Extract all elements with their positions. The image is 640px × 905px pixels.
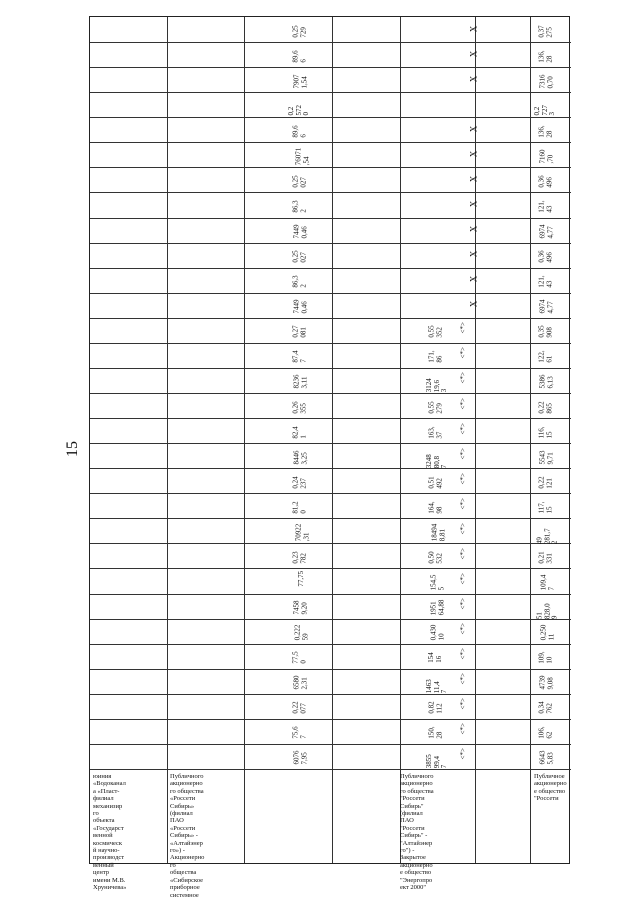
table-cell: 0,25 729 — [291, 24, 308, 38]
table-cell: 0,55 352 — [427, 325, 444, 338]
table-cell: 18494 8,81 — [430, 523, 446, 542]
row-divider — [90, 443, 571, 444]
table-cell: <*> — [458, 422, 467, 435]
row-divider — [90, 644, 571, 645]
table-cell: 89,6 6 — [291, 49, 308, 63]
row-divider — [90, 568, 571, 569]
table-cell: 0,23 782 — [291, 551, 308, 564]
table-cell: <*> — [458, 698, 467, 710]
table-cell: 87,4 7 — [291, 350, 308, 364]
table-cell: <*> — [458, 397, 467, 409]
x-mark: X — [468, 225, 479, 233]
row-divider — [90, 243, 571, 244]
table-cell: 0,55 279 — [427, 400, 444, 414]
table-cell: 163, 37 — [427, 425, 444, 439]
row-divider — [90, 518, 571, 519]
column-divider — [475, 17, 476, 863]
row-divider — [90, 543, 571, 544]
table-cell: 4739 9,08 — [538, 675, 554, 690]
table-cell: 1951 64,88 — [429, 599, 445, 616]
table-cell: 89,6 6 — [291, 125, 308, 138]
table-cell: 1463 11,4 7 — [424, 679, 448, 694]
table-cell: <*> — [458, 472, 467, 485]
table-cell: 5543 9,71 — [538, 450, 554, 465]
table-cell: 77,75 — [297, 570, 306, 587]
column-label: юиния «Водоканал а «Пласт- филиал механизир го объекта «Государст венной космическ й научно- производст венный центр имени М.В. Хруничева» — [93, 773, 127, 892]
table-cell: 171, 86 — [427, 350, 444, 364]
table-cell: <*> — [458, 347, 467, 359]
column-divider — [400, 17, 401, 863]
table-cell: 164, 98 — [427, 501, 444, 514]
table-cell: 0,22 121 — [537, 476, 554, 489]
row-divider — [90, 493, 571, 494]
table-cell: 154 16 — [426, 652, 443, 663]
table-cell: 51 828,0 9 — [535, 603, 559, 620]
table-cell: 6643 5,83 — [538, 750, 554, 765]
row-divider — [90, 268, 571, 269]
table-cell: 0,26 355 — [291, 400, 308, 414]
table-cell: 121, 43 — [537, 200, 554, 213]
table-cell: <*> — [458, 372, 467, 384]
row-divider — [90, 67, 571, 68]
column-divider — [244, 17, 245, 863]
table-cell: <*> — [458, 547, 467, 560]
x-mark: X — [468, 175, 479, 183]
column-label: Публичное акционерно е общество "Россети — [534, 773, 567, 803]
table-cell: 106, 62 — [537, 726, 554, 740]
row-divider — [90, 293, 571, 294]
table-cell: 0,34 762 — [537, 701, 554, 714]
table-cell: 0,51 492 — [427, 476, 444, 489]
table-cell: 75,6 7 — [291, 726, 308, 740]
table-cell: <*> — [458, 598, 467, 610]
table-cell: 109,4 7 — [539, 574, 555, 591]
table-cell: 0,222 59 — [293, 624, 309, 641]
row-divider — [90, 42, 571, 43]
table-cell: 0,2 572 0 — [287, 104, 310, 116]
row-divider — [90, 218, 571, 219]
row-divider — [90, 694, 571, 695]
table-cell: 116, 15 — [537, 426, 553, 439]
row-divider — [90, 719, 571, 720]
row-divider — [90, 418, 571, 419]
table-cell: 0,21 331 — [537, 551, 554, 564]
table-cell: 77,5 0 — [291, 651, 308, 664]
table-cell: 0,25 027 — [291, 175, 308, 188]
x-mark: X — [468, 275, 479, 283]
x-mark: X — [468, 301, 479, 308]
table-cell: 0,35 908 — [537, 325, 554, 338]
data-table — [89, 16, 570, 899]
table-cell: 81,2 0 — [291, 501, 308, 514]
table-cell: 0,36 496 — [537, 175, 554, 188]
row-divider — [90, 744, 571, 745]
row-divider — [90, 669, 571, 670]
x-mark: X — [468, 125, 479, 133]
row-divider — [90, 167, 571, 168]
table-cell: 6974 4,77 — [538, 299, 554, 314]
table-cell: <*> — [458, 623, 467, 635]
table-cell: 0,250 11 — [539, 624, 555, 641]
table-cell: 6076 7,95 — [292, 750, 308, 765]
row-divider — [90, 318, 571, 319]
x-mark: X — [468, 200, 479, 208]
table-cell: <*> — [458, 748, 467, 760]
page-number: 15 — [64, 441, 81, 457]
table-cell: 150, 28 — [427, 726, 444, 740]
table-cell: <*> — [458, 522, 467, 535]
row-divider — [90, 594, 571, 595]
table-cell: 109, 10 — [537, 651, 554, 664]
table-cell: <*> — [458, 723, 467, 735]
table-cell: 0,22 865 — [537, 400, 554, 414]
x-mark: X — [468, 150, 479, 158]
table-cell: 0,24 237 — [291, 476, 308, 489]
table-cell: 7160 ,70 — [538, 149, 554, 164]
table-cell: 0,2 727 3 — [533, 104, 556, 116]
x-mark: X — [468, 50, 479, 57]
table-cell: 5386 6,13 — [538, 374, 554, 389]
table-cell: 136, 28 — [537, 49, 554, 63]
table-cell: 0,36 496 — [537, 250, 554, 263]
table-cell: 6580 2,31 — [292, 675, 308, 690]
row-divider — [90, 468, 571, 469]
x-mark: X — [468, 75, 479, 82]
table-cell: 0,50 532 — [427, 551, 444, 564]
table-cell: 86,3 2 — [291, 200, 308, 213]
table-cell: <*> — [458, 673, 467, 685]
table-cell: 8236 3,11 — [292, 374, 308, 389]
table-cell: <*> — [458, 497, 467, 510]
table-cell: 8446 3,25 — [292, 450, 308, 465]
table-cell: 76071 ,54 — [294, 147, 310, 166]
table-cell: 70922 ,31 — [294, 523, 310, 542]
column-divider — [167, 17, 168, 863]
row-divider — [90, 117, 571, 118]
table-cell: 49 281,7 2 — [535, 528, 559, 544]
table-cell: 0,82 112 — [427, 701, 444, 714]
table-cell: 154,5 5 — [429, 574, 445, 591]
row-divider — [90, 619, 571, 620]
table-cell: 7316 0,70 — [538, 74, 554, 89]
table-cell: 0,37 275 — [537, 24, 554, 38]
table-cell: 7458 9,20 — [292, 600, 308, 615]
table-cell: 6974 4,77 — [538, 224, 554, 239]
x-mark: X — [468, 25, 479, 32]
table-cell: 136, 28 — [537, 125, 554, 138]
table-cell: 7907 1,54 — [292, 74, 308, 89]
column-label: Публичного акционерно го общества «Россети Сибирь» (филиал ПАО «Россети Сибирь» - «Алтайэнер го») - Акционерно го общества «Сибирское приборное системное — [170, 773, 205, 899]
table-cell: 0,22 077 — [291, 701, 308, 714]
row-divider — [90, 343, 571, 344]
row-divider — [90, 92, 571, 93]
column-label: Публичного акционерно го общества "Россети Сибирь" (филиал ПАО "Россети Сибирь" - "Алтайэнер го") - Закрытое акционерно е общество "Энергопро ект 2000" — [400, 773, 434, 892]
table-cell: 3248 80,8 7 — [424, 453, 448, 468]
table-cell: <*> — [458, 447, 467, 460]
table-cell: <*> — [458, 648, 467, 660]
table-cell: 7449 0,46 — [292, 224, 308, 239]
column-divider — [530, 17, 531, 863]
table-cell: 0,430 10 — [429, 624, 445, 641]
table-cell: 7449 0,46 — [292, 299, 308, 314]
table-cell: 3855 99,4 7 — [424, 754, 448, 769]
row-divider — [90, 142, 571, 143]
column-divider — [332, 17, 333, 863]
table-cell: 121, 43 — [537, 275, 554, 288]
row-divider — [90, 368, 571, 369]
x-mark: X — [468, 250, 479, 258]
row-divider — [90, 393, 571, 394]
table-cell: 82,4 1 — [291, 425, 308, 439]
table-cell: 0,25 027 — [291, 250, 308, 263]
table-cell: 3124 19,6 3 — [424, 378, 448, 393]
table-cell: 0,27 081 — [291, 325, 308, 338]
row-divider — [90, 192, 571, 193]
table-cell: <*> — [458, 322, 467, 334]
table-cell: 117, 15 — [537, 501, 553, 514]
table-cell: 122, 61 — [537, 350, 554, 364]
table-cell: <*> — [458, 573, 467, 585]
row-divider — [90, 769, 571, 770]
table-cell: 86,3 2 — [291, 275, 308, 288]
